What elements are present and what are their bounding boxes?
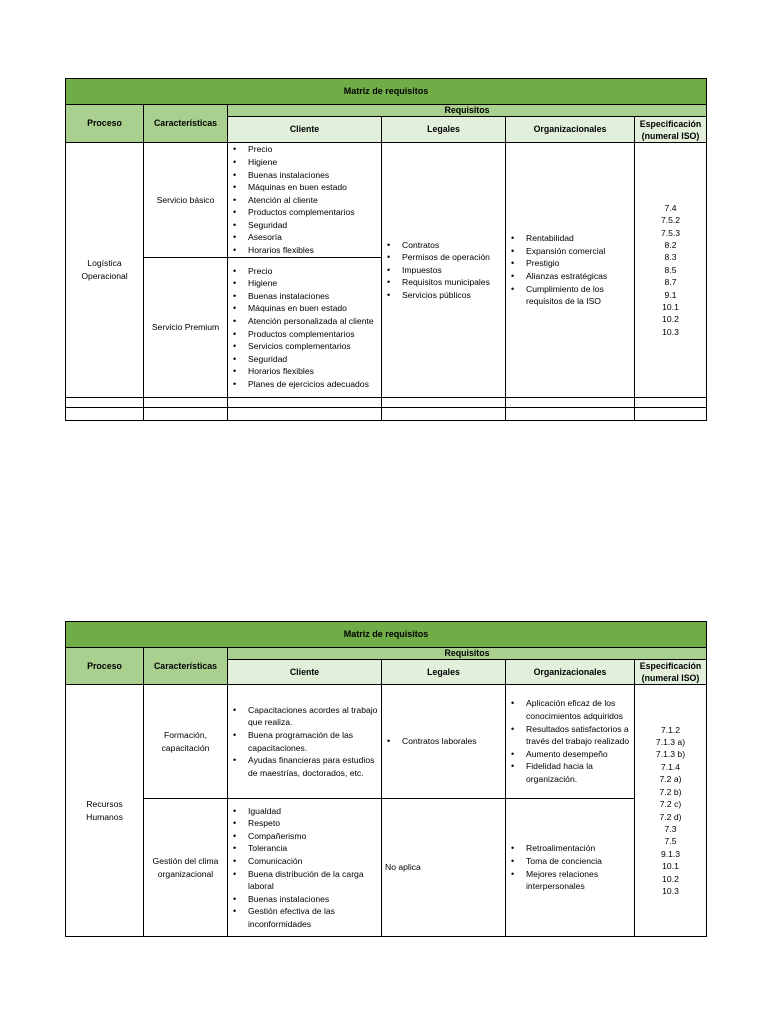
header-caracteristicas: Características bbox=[144, 648, 228, 685]
iso-numeral: 7.2 b) bbox=[659, 786, 682, 797]
list-item: • Máquinas en buen estado bbox=[231, 181, 378, 194]
cliente-list bbox=[231, 265, 378, 391]
empty-cell bbox=[382, 408, 506, 421]
header-proceso: Proceso bbox=[66, 648, 144, 685]
legales-cell bbox=[382, 685, 506, 799]
list-item: • Capacitaciones acordes al trabajo que realiza. bbox=[231, 704, 378, 729]
iso-numeral: 7.2 c) bbox=[659, 799, 682, 810]
list-item: • Gestión efectiva de las inconformidades bbox=[231, 905, 378, 930]
list-item: • Aplicación eficaz de los conocimientos adquiridos bbox=[509, 697, 631, 722]
organizacionales-cell bbox=[506, 143, 635, 398]
list-item: • Asesoría bbox=[231, 231, 378, 244]
iso-numeral: 10.1 bbox=[662, 302, 679, 313]
empty-cell bbox=[635, 408, 707, 421]
requirements-matrix-2 bbox=[65, 621, 707, 937]
table-title: Matriz de requisitos bbox=[66, 79, 707, 105]
header-cliente: Cliente bbox=[228, 117, 382, 143]
iso-numeral: 7.5 bbox=[664, 836, 677, 847]
iso-numeral: 8.7 bbox=[664, 277, 677, 288]
list-item: • Atención personalizada al cliente bbox=[231, 315, 378, 328]
list-item: • Cumplimiento de los requisitos de la ISO bbox=[509, 283, 631, 308]
header-organizacionales: Organizacionales bbox=[506, 660, 635, 685]
list-item: • Fidelidad hacia la organización. bbox=[509, 760, 631, 785]
proceso-cell: Logística Operacional bbox=[66, 143, 144, 398]
header-requisitos: Requisitos bbox=[228, 648, 707, 660]
cliente-cell bbox=[228, 258, 382, 398]
list-item: • Atención al cliente bbox=[231, 194, 378, 207]
list-item: • Contratos bbox=[385, 239, 502, 252]
iso-numeral: 8.2 bbox=[664, 239, 677, 250]
proceso-cell: Recursos Humanos bbox=[66, 685, 144, 937]
list-item: • Tolerancia bbox=[231, 842, 378, 855]
header-organizacionales: Organizacionales bbox=[506, 117, 635, 143]
iso-numeral: 9.1 bbox=[664, 289, 677, 300]
list-item: • Productos complementarios bbox=[231, 328, 378, 341]
list-item: • Higiene bbox=[231, 156, 378, 169]
list-item: • Toma de conciencia bbox=[509, 855, 631, 868]
header-proceso: Proceso bbox=[66, 105, 144, 143]
list-item: • Resultados satisfactorios a través del trabajo realizado bbox=[509, 723, 631, 748]
caracteristica-cell: Formación, capacitación bbox=[144, 685, 228, 799]
list-item: • Buenas instalaciones bbox=[231, 169, 378, 182]
cliente-list bbox=[231, 143, 378, 256]
list-item: • Igualdad bbox=[231, 805, 378, 818]
iso-numeral: 8.5 bbox=[664, 264, 677, 275]
iso-numeral: 7.2 d) bbox=[659, 811, 682, 822]
list-item: • Buena distribución de la carga laboral bbox=[231, 868, 378, 893]
list-item: • Requisitos municipales bbox=[385, 276, 502, 289]
empty-cell bbox=[144, 398, 228, 408]
especificacion-cell bbox=[635, 685, 707, 937]
empty-cell bbox=[228, 408, 382, 421]
iso-numeral: 7.1.4 bbox=[660, 761, 681, 772]
empty-cell bbox=[635, 398, 707, 408]
header-legales: Legales bbox=[382, 117, 506, 143]
organizacionales-cell bbox=[506, 685, 635, 799]
list-item: • Contratos laborales bbox=[385, 735, 502, 748]
header-caracteristicas: Características bbox=[144, 105, 228, 143]
list-item: • Aumento desempeño bbox=[509, 748, 631, 761]
iso-numeral: 7.1.3 a) bbox=[655, 737, 686, 748]
organizacionales-list bbox=[509, 697, 631, 785]
iso-numeral: 7.5.2 bbox=[660, 215, 681, 226]
empty-cell bbox=[506, 398, 635, 408]
list-item: • Comunicación bbox=[231, 855, 378, 868]
caracteristica-cell: Servicio básico bbox=[144, 143, 228, 258]
list-item: • Servicios complementarios bbox=[231, 340, 378, 353]
organizacionales-cell bbox=[506, 799, 635, 937]
list-item: • Seguridad bbox=[231, 219, 378, 232]
list-item: • Seguridad bbox=[231, 353, 378, 366]
iso-numeral: 7.5.3 bbox=[660, 227, 681, 238]
empty-cell bbox=[228, 398, 382, 408]
list-item: • Horarios flexibles bbox=[231, 244, 378, 257]
iso-numeral: 10.3 bbox=[662, 885, 679, 896]
empty-cell bbox=[66, 408, 144, 421]
table-title: Matriz de requisitos bbox=[66, 622, 707, 648]
header-cliente: Cliente bbox=[228, 660, 382, 685]
cliente-cell bbox=[228, 685, 382, 799]
empty-cell bbox=[144, 408, 228, 421]
header-especificacion: Especificación (numeral ISO) bbox=[635, 117, 707, 143]
empty-cell bbox=[382, 398, 506, 408]
list-item: • Impuestos bbox=[385, 264, 502, 277]
organizacionales-list bbox=[509, 842, 631, 892]
list-item: • Higiene bbox=[231, 277, 378, 290]
iso-numeral: 8.3 bbox=[664, 252, 677, 263]
iso-numeral: 9.1.3 bbox=[660, 848, 681, 859]
cliente-list bbox=[231, 704, 378, 780]
caracteristica-cell: Servicio Premium bbox=[144, 258, 228, 398]
iso-numeral: 7.1.2 bbox=[660, 724, 681, 735]
list-item: • Horarios flexibles bbox=[231, 365, 378, 378]
header-especificacion: Especificación (numeral ISO) bbox=[635, 660, 707, 685]
iso-numeral: 7.3 bbox=[664, 823, 677, 834]
list-item: • Permisos de operación bbox=[385, 251, 502, 264]
list-item: • Respeto bbox=[231, 817, 378, 830]
iso-numeral: 10.3 bbox=[662, 326, 679, 337]
empty-cell bbox=[66, 398, 144, 408]
caracteristica-cell: Gestión del clima organizacional bbox=[144, 799, 228, 937]
header-requisitos: Requisitos bbox=[228, 105, 707, 117]
list-item: • Rentabilidad bbox=[509, 232, 631, 245]
iso-numeral: 10.1 bbox=[662, 861, 679, 872]
legales-list bbox=[385, 239, 502, 302]
requirements-matrix-1 bbox=[65, 78, 707, 421]
list-item: • Ayudas financieras para estudios de maestrías, doctorados, etc. bbox=[231, 754, 378, 779]
list-item: • Máquinas en buen estado bbox=[231, 302, 378, 315]
legales-cell: No aplica bbox=[382, 799, 506, 937]
list-item: • Precio bbox=[231, 143, 378, 156]
iso-numeral: 7.2 a) bbox=[659, 774, 682, 785]
iso-numeral: 10.2 bbox=[662, 873, 679, 884]
list-item: • Buena programación de las capacitaciones. bbox=[231, 729, 378, 754]
list-item: • Expansión comercial bbox=[509, 245, 631, 258]
legales-list bbox=[385, 735, 502, 748]
list-item: • Prestigio bbox=[509, 257, 631, 270]
cliente-cell bbox=[228, 143, 382, 258]
list-item: • Buenas instalaciones bbox=[231, 893, 378, 906]
list-item: • Compañerismo bbox=[231, 830, 378, 843]
iso-numeral: 7.4 bbox=[664, 202, 677, 213]
iso-numeral: 7.1.3 b) bbox=[655, 749, 686, 760]
cliente-cell bbox=[228, 799, 382, 937]
list-item: • Retroalimentación bbox=[509, 842, 631, 855]
organizacionales-list bbox=[509, 232, 631, 308]
list-item: • Servicios públicos bbox=[385, 289, 502, 302]
empty-cell bbox=[506, 408, 635, 421]
list-item: • Productos complementarios bbox=[231, 206, 378, 219]
list-item: • Alianzas estratégicas bbox=[509, 270, 631, 283]
list-item: • Planes de ejercicios adecuados bbox=[231, 378, 378, 391]
list-item: • Mejores relaciones interpersonales bbox=[509, 868, 631, 893]
iso-numeral: 10.2 bbox=[662, 314, 679, 325]
list-item: • Precio bbox=[231, 265, 378, 278]
legales-cell bbox=[382, 143, 506, 398]
list-item: • Buenas instalaciones bbox=[231, 290, 378, 303]
header-legales: Legales bbox=[382, 660, 506, 685]
cliente-list bbox=[231, 805, 378, 931]
especificacion-cell bbox=[635, 143, 707, 398]
